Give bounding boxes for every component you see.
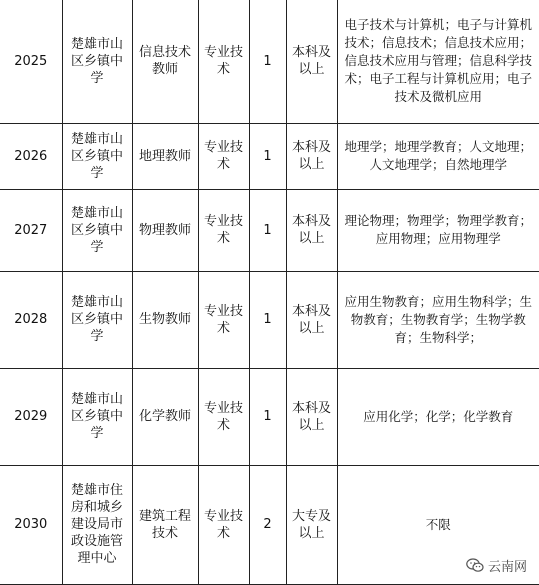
hiring-count: 1: [249, 368, 286, 465]
position-code: 2030: [0, 465, 62, 584]
employer-unit: 楚雄市住房和城乡建设局市政设施管理中心: [62, 465, 132, 584]
post-name: 物理教师: [132, 189, 198, 271]
employer-unit: 楚雄市山区乡镇中学: [62, 189, 132, 271]
post-category: 专业技术: [198, 368, 249, 465]
hiring-count: 1: [249, 123, 286, 189]
hiring-count: 2: [249, 465, 286, 584]
post-category: 专业技术: [198, 0, 249, 123]
watermark-text: 云南网: [487, 560, 527, 575]
position-code: 2027: [0, 189, 62, 271]
education-requirement: 本科及以上: [286, 123, 337, 189]
hiring-count: 1: [249, 0, 286, 123]
major-requirement: 应用生物教育；应用生物科学；生物教育；生物教育学；生物学教育；生物科学；: [337, 271, 539, 368]
table-row: [0, 368, 539, 465]
table-row: [0, 189, 539, 271]
major-requirement: 理论物理；物理学；物理学教育；应用物理；应用物理学: [337, 189, 539, 271]
post-name: 地理教师: [132, 123, 198, 189]
post-category: 专业技术: [198, 271, 249, 368]
table-row: [0, 465, 539, 584]
major-requirement: 不限: [337, 465, 539, 584]
post-name: 生物教师: [132, 271, 198, 368]
post-category: 专业技术: [198, 465, 249, 584]
employer-unit: 楚雄市山区乡镇中学: [62, 0, 132, 123]
position-code: 2026: [0, 123, 62, 189]
hiring-count: 1: [249, 189, 286, 271]
employer-unit: 楚雄市山区乡镇中学: [62, 368, 132, 465]
major-requirement: 地理学；地理学教育；人文地理；人文地理学；自然地理学: [337, 123, 539, 189]
major-requirement: 应用化学；化学；化学教育: [337, 368, 539, 465]
education-requirement: 本科及以上: [286, 368, 337, 465]
source-watermark: [464, 555, 529, 576]
position-code: 2028: [0, 271, 62, 368]
hiring-count: 1: [249, 271, 286, 368]
employer-unit: 楚雄市山区乡镇中学: [62, 271, 132, 368]
education-requirement: 本科及以上: [286, 189, 337, 271]
table-row: [0, 0, 539, 123]
table-row: [0, 271, 539, 368]
post-name: 化学教师: [132, 368, 198, 465]
table-row: [0, 123, 539, 189]
wechat-icon: [466, 558, 484, 573]
education-requirement: 本科及以上: [286, 0, 337, 123]
education-requirement: 本科及以上: [286, 271, 337, 368]
post-name: 建筑工程技术: [132, 465, 198, 584]
post-category: 专业技术: [198, 189, 249, 271]
position-code: 2029: [0, 368, 62, 465]
position-code: 2025: [0, 0, 62, 123]
post-name: 信息技术教师: [132, 0, 198, 123]
education-requirement: 大专及以上: [286, 465, 337, 584]
employer-unit: 楚雄市山区乡镇中学: [62, 123, 132, 189]
post-category: 专业技术: [198, 123, 249, 189]
major-requirement: 电子技术与计算机；电子与计算机技术；信息技术；信息技术应用；信息技术应用与管理；信息科学技术；电子工程与计算机应用；电子技术及微机应用: [337, 0, 539, 123]
